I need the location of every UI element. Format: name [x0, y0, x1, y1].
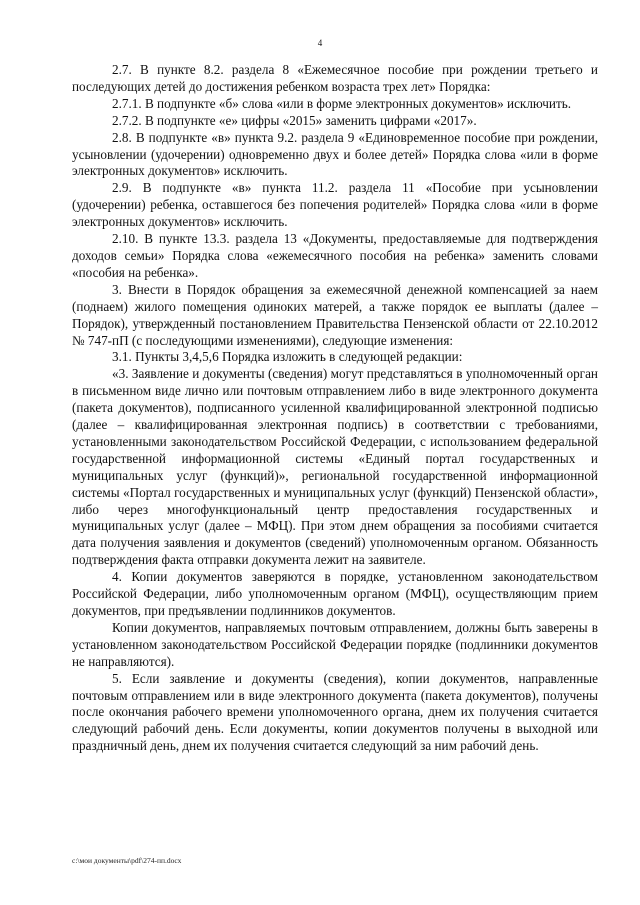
- paragraph-2-9: 2.9. В подпункте «в» пункта 11.2. раздела 11 «Пособие при усыновлении (удочерении) ребенка, оставшегося без попечения родителей» Порядка слова «или в форме электронных документов» исключить.: [72, 180, 598, 230]
- footer-file-path: c:\мои документы\pdf\274-пп.docx: [72, 856, 182, 865]
- paragraph-2-10: 2.10. В пункте 13.3. раздела 13 «Документы, предоставляемые для подтверждения доходов семьи» Порядка слова «ежемесячного пособия на ребенка» заменить словами «пособия на ребенка».: [72, 231, 598, 280]
- paragraph-2-7-2: 2.7.2. В подпункте «е» цифры «2015» заменить цифрами «2017».: [112, 112, 477, 128]
- page-number: 4: [317, 38, 323, 48]
- paragraph-item-5: 5. Если заявление и документы (сведения), копии документов, направленные почтовым отправлением или в виде электронного документа (пакета документов), получены после окончания рабочего времени уполномоченного органа, днем их получения считается следующий рабочий день. Если документы, копии документов получены в выходной или праздничный день, днем их получения считается следующий за ним рабочий день.: [72, 670, 598, 754]
- paragraph-2-7-1: 2.7.1. В подпункте «б» слова «или в форме электронных документов» исключить.: [112, 95, 572, 111]
- paragraph-item-4-copies: Копии документов, направляемых почтовым отправлением, должны быть заверены в установленном законодательством Российской Федерации порядке (подлинники документов не направляются).: [72, 619, 598, 669]
- paragraph-3: 3. Внести в Порядок обращения за ежемесячной денежной компенсацией за наем (поднаем) жилого помещения одиноких матерей, а также порядок ее выплаты (далее – Порядок), утвержденный постановлением Правительства Пензенской области от 22.10.2012 № 747-пП (с последующими изменениями), следующие изменения:: [72, 281, 598, 348]
- paragraph-2-8: 2.8. В подпункте «в» пункта 9.2. раздела 9 «Единовременное пособие при рождении, усыновлении (удочерении) одновременно двух и более детей» Порядка слова «или в форме электронных документов» исключить.: [72, 129, 598, 179]
- paragraph-item-3: «3. Заявление и документы (сведения) могут представляться в уполномоченный орган в письменном виде лично или почтовым отправлением либо в виде электронного документа (пакета документов), подписанного усиленной квалифицированной электронной подписью (далее – квалифицированная электронная подпись) в соответствии с требованиями, установленными законодательством Российской Федерации, с использованием федеральной государственной информационной системы «Единый портал государственных и муниципальных услуг (функций)», региональной государственной информационной системы «Портал государственных и муниципальных услуг (функций) Пензенской области», либо через многофункциональный центр предоставления государственных и муниципальных услуг (далее – МФЦ). При этом днем обращения за пособиями считается дата получения заявления и документов (сведений) уполномоченным органом. Обязанность подтверждения факта отправки документа лежит на заявителе.: [72, 366, 598, 568]
- paragraph-3-1: 3.1. Пункты 3,4,5,6 Порядка изложить в следующей редакции:: [112, 349, 463, 365]
- paragraph-item-4: 4. Копии документов заверяются в порядке, установленном законодательством Российской Федерации, либо уполномоченным органом (МФЦ), осуществляющим прием документов, при предъявлении подлинников документов.: [72, 569, 598, 618]
- paragraph-2-7: 2.7. В пункте 8.2. раздела 8 «Ежемесячное пособие при рождении третьего и последующих детей до достижения ребенком возраста трех лет» Порядка:: [72, 62, 598, 94]
- document-body: [72, 62, 598, 755]
